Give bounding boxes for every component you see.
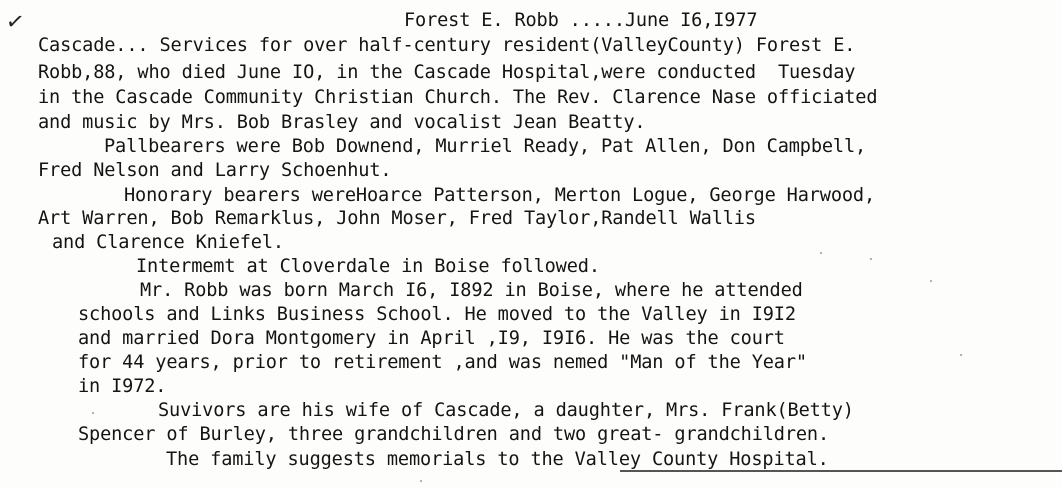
text-line: Pallbearers were Bob Downend, Murriel Ready, Pat Allen, Don Campbell, xyxy=(104,136,867,157)
text-line: in I972. xyxy=(78,376,167,397)
scan-speck xyxy=(930,280,932,282)
text-line: and music by Mrs. Bob Brasley and vocalist Jean Beatty. xyxy=(38,112,646,133)
checkmark-icon: ✓ xyxy=(4,8,27,37)
text-line: Suvivors are his wife of Cascade, a daughter, Mrs. Frank(Betty) xyxy=(158,400,854,421)
scan-speck xyxy=(870,258,872,260)
text-line: Art Warren, Bob Remarklus, John Moser, Fred Taylor,Randell Wallis xyxy=(38,208,756,229)
text-line: and married Dora Montgomery in April ,I9, I9I6. He was the court xyxy=(78,328,785,349)
text-line: Intermemt at Cloverdale in Boise followed. xyxy=(136,256,600,277)
article-title: Forest E. Robb .....June I6,I977 xyxy=(404,10,758,31)
text-line: Spencer of Burley, three grandchildren and two great- grandchildren. xyxy=(78,424,830,445)
text-line: for 44 years, prior to retirement ,and was nemed "Man of the Year" xyxy=(78,352,807,373)
text-line: The family suggests memorials to the Valley County Hospital. xyxy=(166,449,829,470)
text-line: Fred Nelson and Larry Schoenhut. xyxy=(38,160,392,181)
text-line: and Clarence Kniefel. xyxy=(52,232,284,253)
text-line: Robb,88, who died June IO, in the Cascade Hospital,were conducted Tuesday xyxy=(38,62,856,83)
bottom-rule xyxy=(620,470,1062,472)
text-line: Honorary bearers wereHoarce Patterson, Merton Logue, George Harwood, xyxy=(124,185,876,206)
scan-speck xyxy=(820,252,822,254)
text-line: in the Cascade Community Christian Church. The Rev. Clarence Nase officiated xyxy=(38,87,878,108)
scan-speck xyxy=(420,480,422,482)
text-line: Cascade... Services for over half-century resident(ValleyCounty) Forest E. xyxy=(38,35,856,56)
text-line: Mr. Robb was born March I6, I892 in Boise, where he attended xyxy=(140,280,803,301)
text-line: schools and Links Business School. He moved to the Valley in I9I2 xyxy=(78,304,796,325)
scan-speck xyxy=(92,412,94,414)
scan-speck xyxy=(960,354,962,356)
